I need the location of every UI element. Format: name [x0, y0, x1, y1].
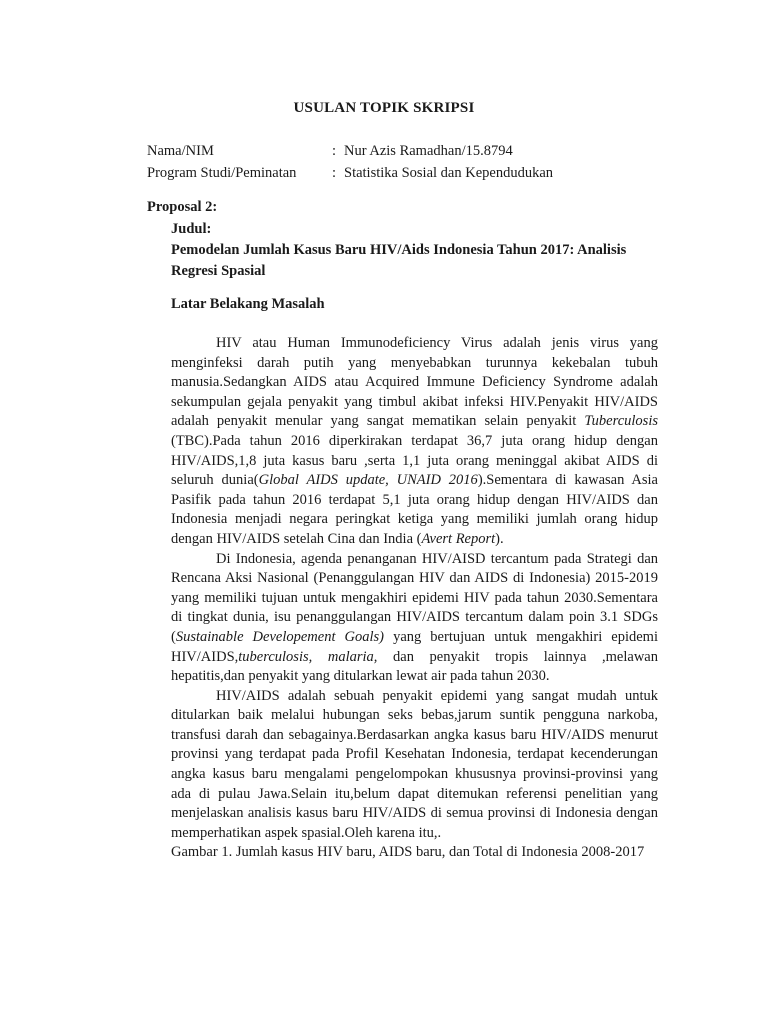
text-run: yang bertujuan untuk mengakhiri epidemi HIV/AIDS,	[171, 628, 658, 665]
paragraph-1	[171, 334, 658, 550]
meta-label: Program Studi/Peminatan	[147, 165, 297, 181]
meta-colon: :	[332, 143, 337, 159]
italic-run: Global AIDS update, UNAID 2016	[258, 472, 478, 489]
meta-row-nim	[147, 140, 553, 162]
text-run: ).Sementara di kawasan Asia Pasifik pada tahun 2016 terdapat 5,1 juta orang hidup dengan HIV/AIDS dan Indonesia menjadi negara peringkat ketiga yang memiliki jumlah orang hidup dengan HIV/AIDS setelah Cina dan India (	[171, 472, 658, 547]
meta-row-program	[147, 162, 553, 184]
body-text	[171, 334, 658, 863]
italic-run: Avert Report	[421, 530, 496, 547]
thesis-title: Pemodelan Jumlah Kasus Baru HIV/Aids Indonesia Tahun 2017: Analisis Regresi Spasial	[171, 242, 627, 279]
text-run: HIV atau Human Immunodeficiency Virus adalah jenis virus yang menginfeksi darah putih yang menyebabkan turunnya kekebalan tubuh manusia.Sedangkan AIDS atau Acquired Immune Deficiency Syndrome adalah sekumpulan gejala penyakit yang timbul akibat infeksi HIV.Penyakit HIV/AIDS adalah penyakit menular yang sangat mematikan selain penyakit	[171, 335, 658, 430]
meta-colon: :	[332, 165, 337, 181]
figure-caption: Gambar 1. Jumlah kasus HIV baru, AIDS baru, dan Total di Indonesia 2008-2017	[171, 844, 645, 861]
student-info	[147, 140, 553, 184]
italic-run: Tuberculosis	[584, 413, 658, 430]
section-heading: Latar Belakang Masalah	[171, 296, 325, 312]
page-title: USULAN TOPIK SKRIPSI	[293, 100, 475, 116]
paragraph-3: HIV/AIDS adalah sebuah penyakit epidemi yang sangat mudah untuk ditularkan baik melalui hubungan seks bebas,jarum suntik pengguna narkoba, transfusi darah dan sebagainya.Berdasarkan angka kasus baru HIV/AIDS menurut provinsi yang terdapat pada Profil Kesehatan Indonesia, terdapat kecenderungan angka kasus baru mengalami pengelompokan khususnya provinsi-provinsi yang ada di pulau Jawa.Selain itu,belum dapat ditemukan referensi penelitian yang menjelaskan analisis kasus baru HIV/AIDS di semua provinsi di Indonesia dengan memperhatikan aspek spasial.Oleh karena itu,.	[171, 687, 658, 841]
italic-run: Sustainable Developement Goals)	[175, 628, 385, 645]
text-run: Di Indonesia, agenda penanganan HIV/AISD tercantum pada Strategi dan Rencana Aksi Nasional (Penanggulangan HIV dan AIDS di Indonesia) 2015-2019 yang memiliki tujuan untuk mengakhiri epidemi HIV pada tahun 2030.Sementara di tingkat dunia, isu penanggulangan HIV/AIDS tercantum dalam poin 3.1 SDGs (	[171, 550, 658, 645]
italic-run: tuberculosis, malaria,	[238, 648, 378, 665]
text-run: (TBC).Pada tahun 2016 diperkirakan terdapat 36,7 juta orang hidup dengan HIV/AIDS,1,8 juta kasus baru ,serta 1,1 juta orang meninggal akibat AIDS di seluruh dunia(	[171, 432, 658, 489]
meta-value: Statistika Sosial dan Kependudukan	[344, 165, 554, 181]
meta-value: Nur Azis Ramadhan/15.8794	[344, 143, 513, 159]
judul-label: Judul:	[171, 221, 212, 237]
paragraph-2	[171, 550, 658, 687]
text-run: ).	[495, 530, 504, 547]
text-run: dan penyakit tropis lainnya ,melawan hepatitis,dan penyakit yang ditularkan lewat air pada tahun 2030.	[171, 648, 658, 685]
meta-label: Nama/NIM	[147, 143, 214, 159]
proposal-label: Proposal 2:	[147, 199, 218, 215]
